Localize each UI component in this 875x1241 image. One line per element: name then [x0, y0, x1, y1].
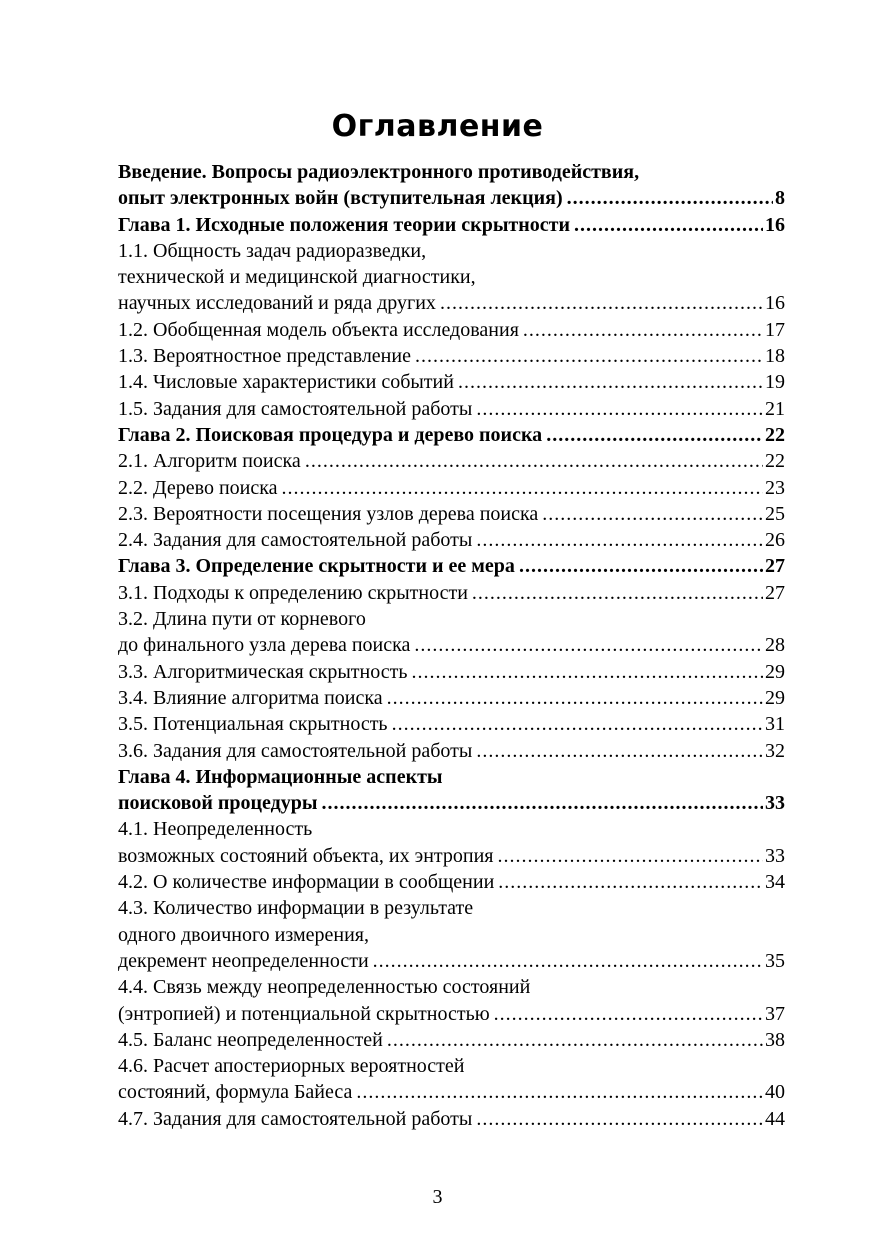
toc-page-number: 8 — [775, 187, 785, 210]
toc-page-number: 27 — [765, 581, 785, 604]
toc-entry — [118, 159, 785, 212]
toc-entry-text: 1.5. Задания для самостоятельной работы — [118, 397, 473, 420]
toc-page-number: 28 — [765, 634, 785, 657]
toc-entry — [118, 238, 785, 317]
toc-entry-last-line — [118, 422, 785, 448]
toc-entry — [118, 1106, 785, 1132]
toc-page-number: 35 — [765, 949, 785, 972]
dot-leader — [387, 685, 763, 711]
toc-entry-last-line — [118, 843, 785, 869]
toc-entry-text: возможных состояний объекта, их энтропия — [118, 844, 494, 867]
dot-leader — [356, 1079, 763, 1105]
toc-page-number: 23 — [765, 476, 785, 499]
dot-leader — [440, 290, 763, 316]
toc-page-number: 34 — [765, 871, 785, 894]
toc-entry — [118, 685, 785, 711]
toc-entry-last-line — [118, 475, 785, 501]
dot-leader — [476, 396, 763, 422]
toc-entry-last-line — [118, 632, 785, 658]
dot-leader — [476, 1106, 763, 1132]
toc-entry-last-line — [118, 580, 785, 606]
dot-leader — [472, 580, 763, 606]
toc-entry-text: научных исследований и ряда других — [118, 292, 436, 315]
toc-entry-last-line — [118, 317, 785, 343]
dot-leader — [458, 369, 763, 395]
toc-entry-last-line — [118, 1027, 785, 1053]
dot-leader — [411, 659, 763, 685]
toc-entry-last-line — [118, 659, 785, 685]
toc-entry-text: технической и медицинской диагностики, — [118, 266, 476, 289]
toc-entry-text: 4.7. Задания для самостоятельной работы — [118, 1107, 473, 1130]
toc-entry-last-line — [118, 790, 785, 816]
toc-entry-text: поисковой процедуры — [118, 792, 318, 815]
toc-page-number: 19 — [765, 371, 785, 394]
dot-leader — [414, 632, 763, 658]
toc-page-number: 29 — [765, 660, 785, 683]
toc-entry-text: 4.3. Количество информации в результате — [118, 897, 474, 920]
toc-entry — [118, 1053, 785, 1106]
toc-entry-text: 3.5. Потенциальная скрытность — [118, 713, 388, 736]
toc-page-number: 26 — [765, 529, 785, 552]
toc-entry-text: 3.4. Влияние алгоритма поиска — [118, 686, 383, 709]
toc-entry-text: 2.3. Вероятности посещения узлов дерева поиска — [118, 502, 539, 525]
toc-page-number: 33 — [765, 792, 785, 815]
page-number: 3 — [432, 1186, 443, 1208]
toc-entry-text: 4.2. О количестве информации в сообщении — [118, 871, 495, 894]
toc-entry-text: Введение. Вопросы радиоэлектронного противодействия, — [118, 161, 640, 183]
toc-entry-text: опыт электронных войн (вступительная лекция) — [118, 187, 563, 210]
toc-page-number: 22 — [765, 423, 785, 446]
toc-page-number: 44 — [765, 1107, 785, 1130]
toc-entry — [118, 1027, 785, 1053]
toc-entry-text: до финального узла дерева поиска — [118, 634, 411, 657]
dot-leader — [282, 475, 763, 501]
toc-entry — [118, 448, 785, 474]
toc-entry-last-line — [118, 553, 785, 579]
toc-entry-text: 1.4. Числовые характеристики событий — [118, 371, 454, 394]
toc-entry-last-line — [118, 685, 785, 711]
toc-entry — [118, 895, 785, 974]
toc-entry-text: 2.1. Алгоритм поиска — [118, 450, 301, 473]
toc-entry-text: Глава 2. Поисковая процедура и дерево поиска — [118, 423, 543, 446]
dot-leader — [476, 527, 763, 553]
toc-entry — [118, 711, 785, 737]
dot-leader — [519, 553, 763, 579]
toc-entry-text: 4.6. Расчет апостериорных вероятностей — [118, 1055, 465, 1078]
toc-entry-text: 3.2. Длина пути от корневого — [118, 608, 366, 631]
toc-entry — [118, 369, 785, 395]
toc-entry-text: 3.1. Подходы к определению скрытности — [118, 581, 468, 604]
toc-page-number: 17 — [765, 318, 785, 341]
dot-leader — [415, 343, 763, 369]
toc-entry — [118, 527, 785, 553]
toc-page-number: 22 — [765, 450, 785, 473]
toc-entry-last-line — [118, 527, 785, 553]
toc-entry — [118, 816, 785, 869]
toc-entry — [118, 501, 785, 527]
toc-entry — [118, 422, 785, 448]
toc-entry-text: 2.2. Дерево поиска — [118, 476, 278, 499]
toc-page-number: 16 — [765, 213, 785, 236]
page-title: Оглавление — [331, 109, 544, 144]
toc-entry-text: 2.4. Задания для самостоятельной работы — [118, 529, 473, 552]
toc-page-number: 40 — [765, 1081, 785, 1104]
toc-entry — [118, 606, 785, 659]
toc-page-number: 33 — [765, 844, 785, 867]
toc-entry-text: 4.1. Неопределенность — [118, 818, 313, 841]
dot-leader — [476, 738, 763, 764]
toc-page-number: 29 — [765, 686, 785, 709]
dot-leader — [322, 790, 763, 816]
toc-entry-text: 1.1. Общность задач радиоразведки, — [118, 239, 427, 262]
toc-entry-last-line — [118, 1106, 785, 1132]
toc-entry-last-line — [118, 1079, 785, 1105]
toc-page-number: 31 — [765, 713, 785, 736]
toc-entry-text: 1.2. Обобщенная модель объекта исследования — [118, 318, 519, 341]
toc-page-number: 16 — [765, 292, 785, 315]
toc-entry-text: Глава 4. Информационные аспекты — [118, 765, 443, 788]
toc-entry-last-line — [118, 1001, 785, 1027]
dot-leader — [392, 711, 763, 737]
toc-page-number: 21 — [765, 397, 785, 420]
toc-page-number: 25 — [765, 502, 785, 525]
toc-page-number: 18 — [765, 345, 785, 368]
toc-entry-last-line — [118, 711, 785, 737]
toc-page-number: 37 — [765, 1002, 785, 1025]
toc-entry-text: Глава 1. Исходные положения теории скрытности — [118, 213, 571, 236]
toc-entry-last-line — [118, 501, 785, 527]
toc-entry-text: 3.3. Алгоритмическая скрытность — [118, 660, 408, 683]
dot-leader — [305, 448, 763, 474]
toc-entry-text: Глава 3. Определение скрытности и ее мера — [118, 555, 515, 578]
dot-leader — [498, 843, 764, 869]
toc-entry-text: 3.6. Задания для самостоятельной работы — [118, 739, 473, 762]
toc-page-number: 38 — [765, 1028, 785, 1051]
dot-leader — [498, 869, 763, 895]
toc-entry — [118, 475, 785, 501]
toc-entry-last-line — [118, 369, 785, 395]
toc-entry-last-line — [118, 948, 785, 974]
dot-leader — [387, 1027, 763, 1053]
toc-entry-text: декремент неопределенности — [118, 949, 369, 972]
toc-entry — [118, 553, 785, 579]
dot-leader — [574, 212, 763, 238]
dot-leader — [567, 185, 773, 211]
toc-entry-last-line — [118, 290, 785, 316]
toc-entry-last-line — [118, 185, 785, 211]
toc-entry-last-line — [118, 448, 785, 474]
toc-entry — [118, 580, 785, 606]
toc-entry-text: (энтропией) и потенциальной скрытностью — [118, 1002, 490, 1025]
toc-entry — [118, 317, 785, 343]
toc-entry-last-line — [118, 343, 785, 369]
toc-page-number: 27 — [765, 555, 785, 578]
toc-entry-text: одного двоичного измерения, — [118, 923, 369, 946]
table-of-contents — [118, 159, 785, 1132]
toc-entry — [118, 659, 785, 685]
toc-entry — [118, 212, 785, 238]
toc-entry-last-line — [118, 869, 785, 895]
toc-page-number: 32 — [765, 739, 785, 762]
toc-entry — [118, 738, 785, 764]
toc-entry — [118, 396, 785, 422]
toc-entry-last-line — [118, 212, 785, 238]
dot-leader — [373, 948, 763, 974]
dot-leader — [542, 501, 763, 527]
toc-entry-text: состояний, формула Байеса — [118, 1081, 353, 1104]
toc-entry — [118, 974, 785, 1027]
dot-leader — [494, 1001, 763, 1027]
dot-leader — [546, 422, 763, 448]
toc-entry-last-line — [118, 738, 785, 764]
toc-entry-last-line — [118, 396, 785, 422]
toc-entry-text: 4.5. Баланс неопределенностей — [118, 1028, 383, 1051]
dot-leader — [523, 317, 763, 343]
toc-entry — [118, 869, 785, 895]
toc-entry — [118, 343, 785, 369]
toc-entry — [118, 764, 785, 817]
toc-entry-text: 1.3. Вероятностное представление — [118, 345, 411, 368]
toc-entry-text: 4.4. Связь между неопределенностью состояний — [118, 976, 531, 999]
